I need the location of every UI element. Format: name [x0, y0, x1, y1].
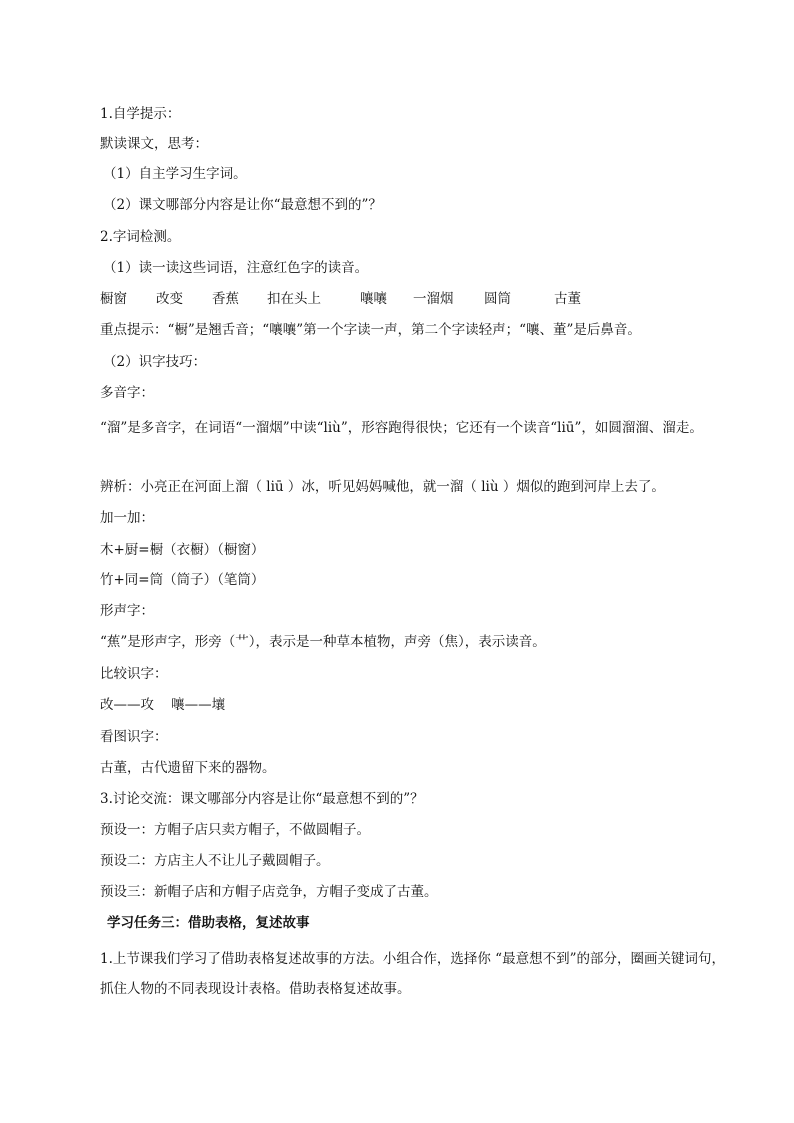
vocabulary-word: 橱窗 [100, 291, 127, 307]
instruction-text: 默读课文，思考： [100, 136, 208, 152]
explanation-text: “溜”是多音字，在词语“一溜烟”中读“liù”，形容跑得很快；它还有一个读音“liū”，如圆溜溜、溜走。 [100, 420, 703, 436]
sub-heading: 多音字： [100, 385, 154, 401]
explanation-text: “蕉”是形声字，形旁（艹），表示是一种草本植物，声旁（焦），表示读音。 [100, 634, 546, 650]
sub-heading: 加一加： [100, 510, 154, 526]
sub-heading: （2）识字技巧： [103, 354, 207, 370]
task-heading: 学习任务三：借助表格，复述故事 [107, 915, 310, 931]
explanation-paragraph [100, 413, 730, 443]
section-heading-self-study: 1.自学提示： [100, 106, 181, 122]
sub-heading: 比较识字： [100, 666, 168, 682]
word-formula: 竹+同=筒（筒子）（笔筒） [100, 572, 265, 588]
discrimination-text: 辨析：小亮正在河面上溜（ liū ）冰，听见妈妈喊他，就一溜（ liù ）烟似的跑到河岸上去了。 [100, 479, 665, 495]
vocabulary-word: 扣在头上 [267, 291, 321, 307]
vocabulary-word-row [100, 289, 700, 309]
vocabulary-word: 嚷嚷 [360, 291, 387, 307]
preset-answer: 预设一：方帽子店只卖方帽子，不做圆帽子。 [100, 822, 370, 838]
vocabulary-word: 圆筒 [484, 291, 511, 307]
vocabulary-word: 古董 [554, 291, 581, 307]
section-heading-word-check: 2.字词检测。 [100, 229, 181, 245]
question-item: （1）自主学习生字词。 [103, 166, 247, 182]
instruction-text: （1）读一读这些词语，注意红色字的读音。 [103, 260, 369, 276]
question-item: （2）课文哪部分内容是让你“最意想不到的”？ [103, 197, 382, 213]
vocabulary-word: 香蕉 [212, 291, 239, 307]
task-paragraph [100, 944, 730, 1004]
key-tip-text: 重点提示：“橱”是翘舌音；“嚷嚷”第一个字读一声，第二个字读轻声；“嚷、董”是后鼻音。 [100, 322, 641, 338]
preset-answer: 预设三：新帽子店和方帽子店竞争，方帽子变成了古董。 [100, 884, 438, 900]
vocabulary-word: 改变 [156, 291, 183, 307]
task-text: 1.上节课我们学习了借助表格复述故事的方法。小组合作，选择你 “最意想不到”的部分，圈画关键词句，抓住人物的不同表现设计表格。借助表格复述故事。 [100, 951, 725, 997]
sub-heading: 形声字： [100, 603, 154, 619]
word-formula: 木+厨=橱（衣橱）（橱窗） [100, 542, 265, 558]
section-heading-discussion: 3.讨论交流：课文哪部分内容是让你“最意想不到的”？ [100, 791, 424, 807]
character-comparison: 改——攻 嚷——壤 [100, 697, 226, 713]
sub-heading: 看图识字： [100, 729, 168, 745]
explanation-text: 古董，古代遗留下来的器物。 [100, 760, 276, 776]
vocabulary-word: 一溜烟 [413, 291, 454, 307]
preset-answer: 预设二：方店主人不让儿子戴圆帽子。 [100, 853, 330, 869]
